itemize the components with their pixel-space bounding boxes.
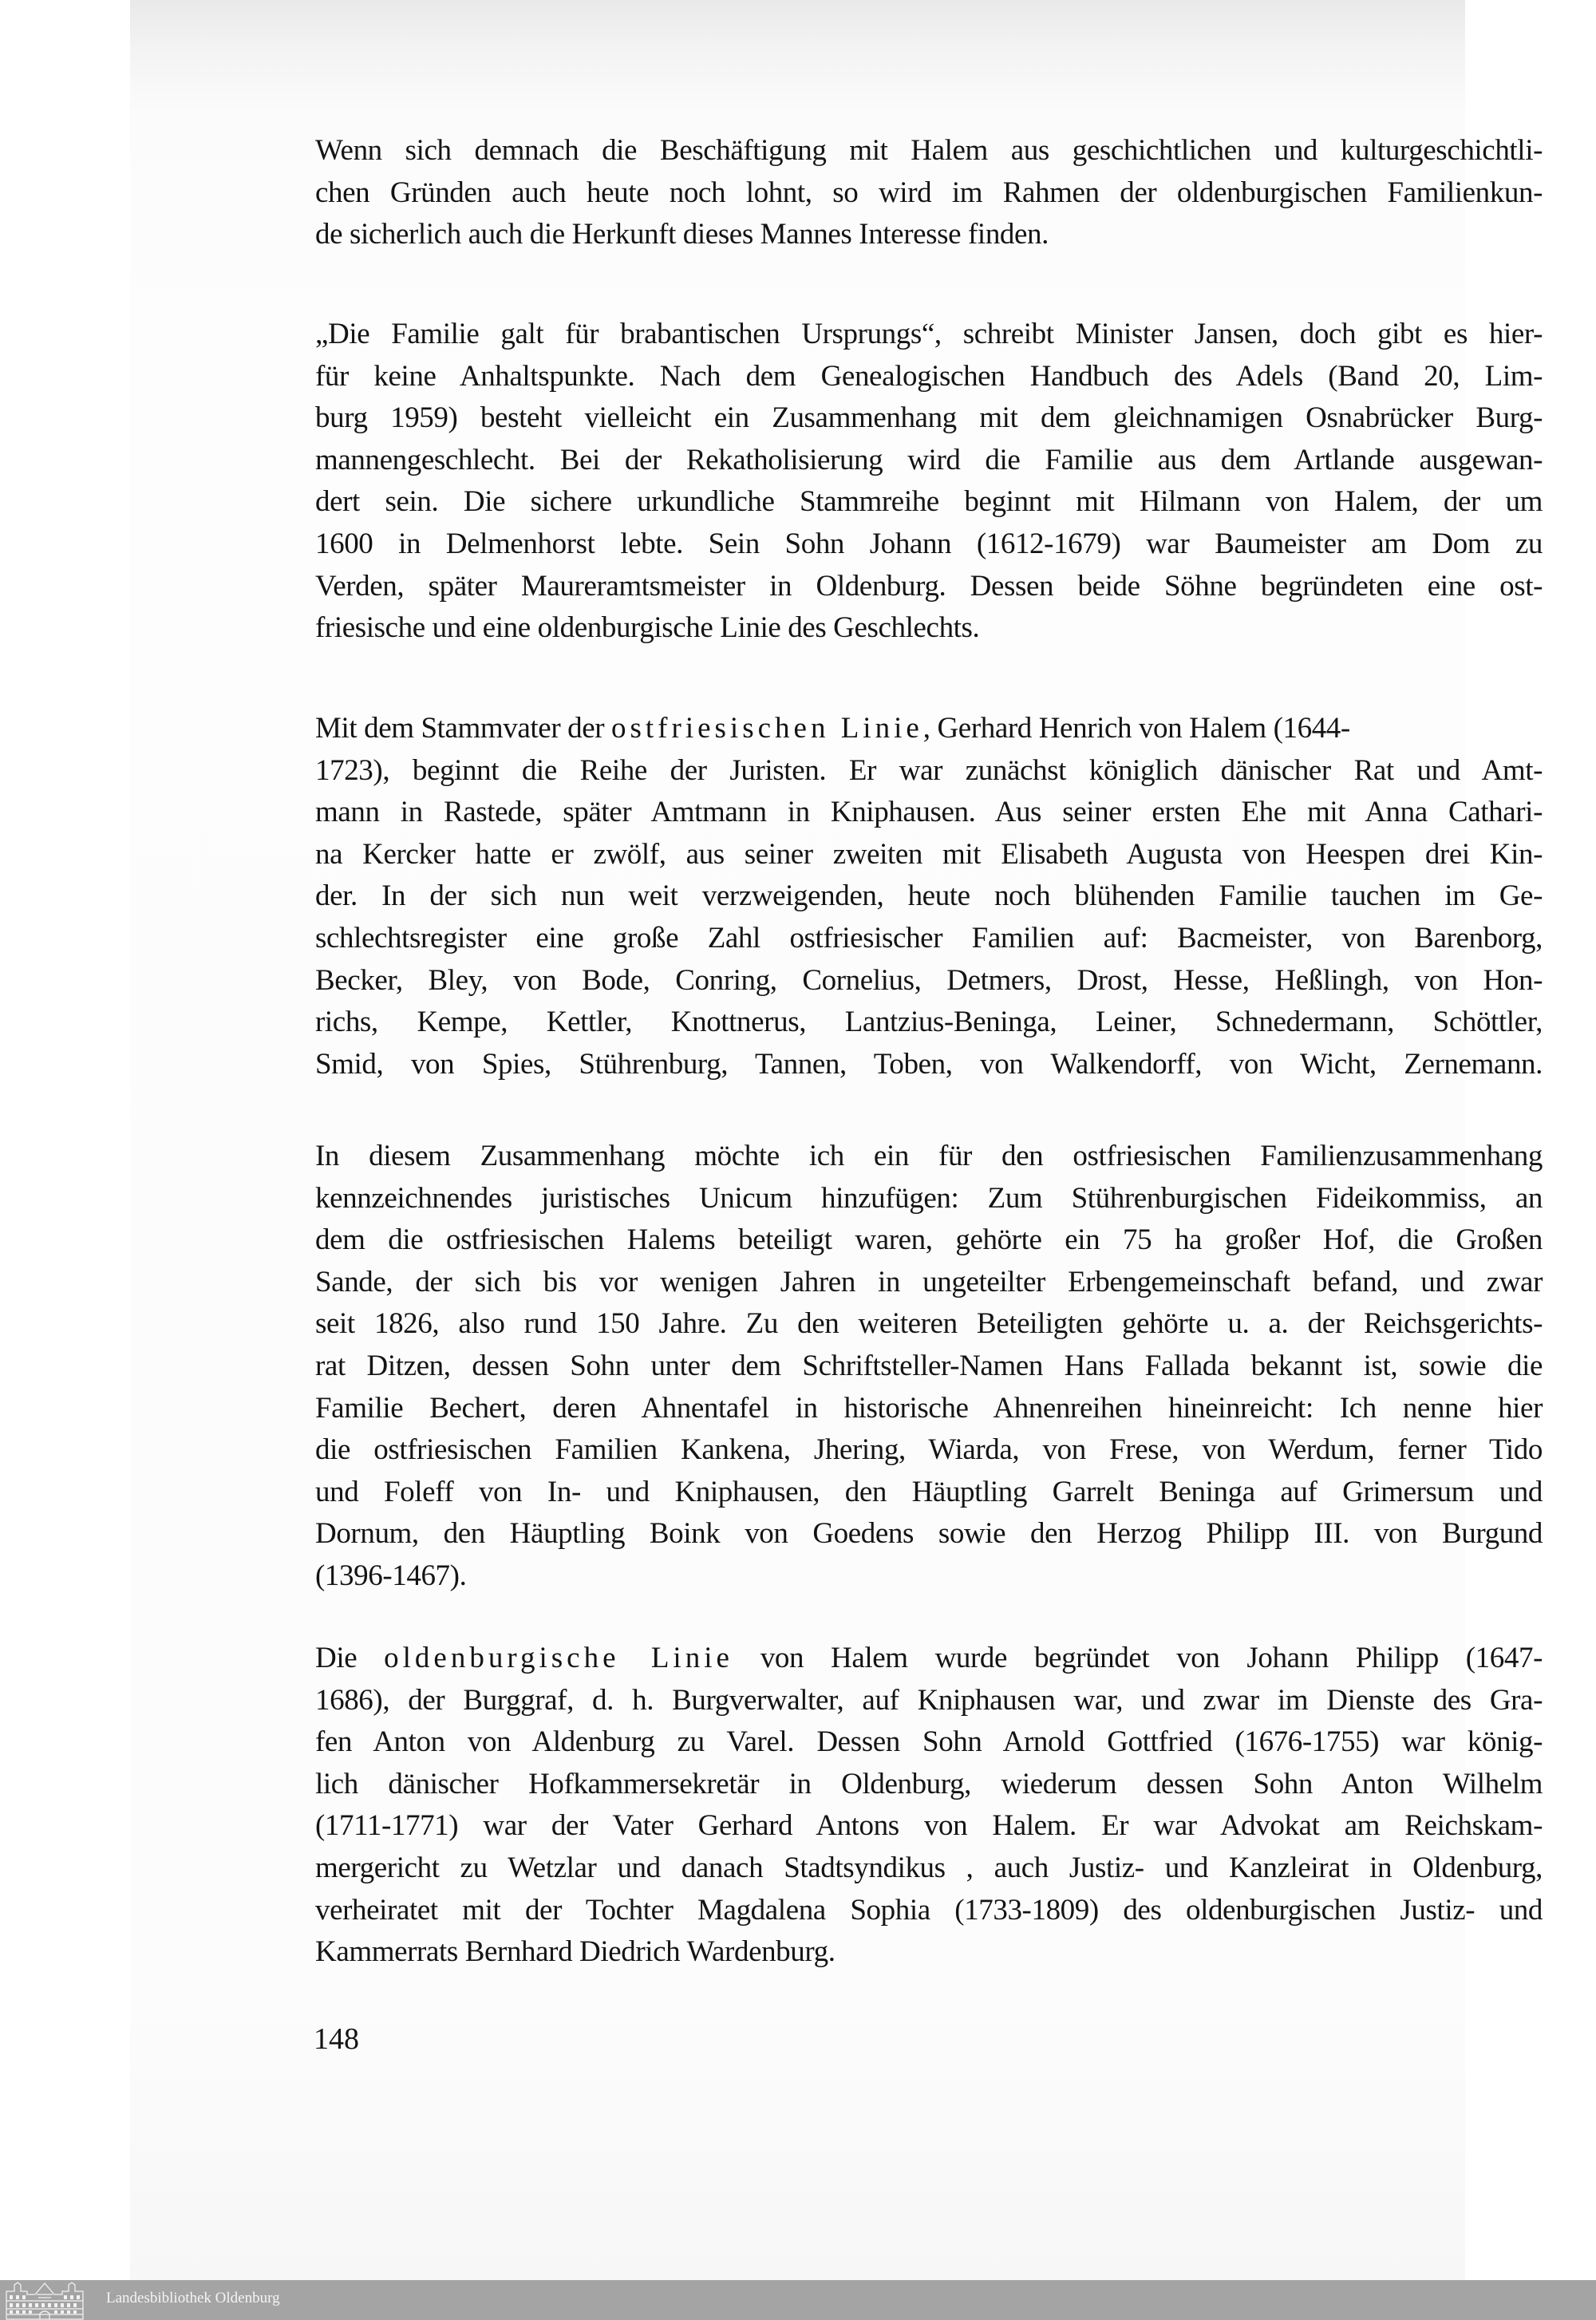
text-line	[315, 1638, 1543, 1680]
scanned-page	[130, 0, 1543, 2280]
text-line: 1600 in Delmenhorst lebte. Sein Sohn Johann (1612-1679) war Baumeister am Dom zu	[315, 527, 1543, 560]
text-line: rat Ditzen, dessen Sohn unter dem Schriftsteller-Namen Hans Fallada bekannt ist, sowie die	[315, 1349, 1543, 1382]
text-line: mergericht zu Wetzlar und danach Stadtsyndikus , auch Justiz- und Kanzleirat in Oldenburg,	[315, 1851, 1543, 1884]
text-line: burg 1959) besteht vielleicht ein Zusammenhang mit dem gleichnamigen Osnabrücker Burg-	[315, 401, 1543, 435]
text-line: die ostfriesischen Familien Kankena, Jhering, Wiarda, von Frese, von Werdum, ferner Tido	[315, 1433, 1543, 1467]
paragraph-3	[315, 708, 1543, 1085]
text-line: Verden, später Maureramtsmeister in Oldenburg. Dessen beide Söhne begründeten eine ost-	[315, 569, 1543, 603]
text-run: , Gerhard Henrich von Halem (1644-	[922, 712, 1350, 745]
footer-bar	[0, 2280, 1596, 2320]
library-name: Landesbibliothek Oldenburg	[106, 2290, 280, 2306]
paragraph-5	[315, 1638, 1543, 1974]
text-line: 1686), der Burggraf, d. h. Burgverwalter, auf Kniphausen war, und zwar im Dienste des Gra-	[315, 1683, 1543, 1717]
text-line	[315, 708, 1543, 750]
text-line: für keine Anhaltspunkte. Nach dem Genealogischen Handbuch des Adels (Band 20, Lim-	[315, 359, 1543, 393]
text-line: mann in Rastede, später Amtmann in Kniphausen. Aus seiner ersten Ehe mit Anna Cathari-	[315, 796, 1543, 829]
text-line: 1723), beginnt die Reihe der Juristen. Er war zunächst königlich dänischer Rat und Amt-	[315, 753, 1543, 787]
text-line: Dornum, den Häuptling Boink von Goedens sowie den Herzog Philipp III. von Burgund	[315, 1517, 1543, 1551]
text-line: chen Gründen auch heute noch lohnt, so wird im Rahmen der oldenburgischen Familienkun-	[315, 176, 1543, 209]
text-line: Sande, der sich bis vor wenigen Jahren in ungeteilter Erbengemeinschaft befand, und zwar	[315, 1265, 1543, 1298]
text-line: verheiratet mit der Tochter Magdalena Sophia (1733-1809) des oldenburgischen Justiz- und	[315, 1893, 1543, 1927]
text-line: de sicherlich auch die Herkunft dieses Mannes Interesse finden.	[315, 218, 1049, 251]
text-line: und Foleff von In- und Kniphausen, den Häuptling Garrelt Beninga auf Grimersum und	[315, 1475, 1543, 1508]
text-line: lich dänischer Hofkammersekretär in Oldenburg, wiederum dessen Sohn Anton Wilhelm	[315, 1767, 1543, 1800]
text-line: Kammerrats Bernhard Diedrich Wardenburg.	[315, 1935, 836, 1969]
text-line: (1396-1467).	[315, 1559, 467, 1592]
text-run: Die	[315, 1642, 385, 1674]
spaced-emphasis: oldenburgische Linie	[384, 1642, 733, 1674]
spaced-emphasis: ostfriesischen Linie	[610, 712, 923, 745]
text-line: richs, Kempe, Kettler, Knottnerus, Lantzius-Beninga, Leiner, Schnedermann, Schöttler,	[315, 1006, 1543, 1039]
text-line: „Die Familie galt für brabantischen Ursprungs“, schreibt Minister Jansen, doch gibt es hier-	[315, 318, 1543, 350]
paragraph-4	[315, 1136, 1543, 1598]
text-line: Becker, Bley, von Bode, Conring, Cornelius, Detmers, Drost, Hesse, Heßlingh, von Hon-	[315, 963, 1543, 997]
text-line: schlechtsregister eine große Zahl ostfriesischer Familien auf: Bacmeister, von Barenborg,	[315, 921, 1543, 954]
text-line: friesische und eine oldenburgische Linie des Geschlechts.	[315, 611, 980, 645]
paragraph-1	[315, 130, 1543, 256]
text-run: von Halem wurde begründet von Johann Philipp (1647-	[733, 1642, 1543, 1674]
text-line: fen Anton von Aldenburg zu Varel. Dessen Sohn Arnold Gottfried (1676-1755) war könig-	[315, 1725, 1543, 1759]
library-building-icon	[5, 2282, 85, 2320]
text-line: dert sein. Die sichere urkundliche Stammreihe beginnt mit Hilmann von Halem, der um	[315, 485, 1543, 519]
text-line: dem die ostfriesischen Halems beteiligt waren, gehörte ein 75 ha großer Hof, die Großen	[315, 1223, 1543, 1257]
text-line: der. In der sich nun weit verzweigenden, heute noch blühenden Familie tauchen im Ge-	[315, 879, 1543, 913]
text-run: Mit dem Stammvater der	[315, 712, 611, 745]
text-line: mannengeschlecht. Bei der Rekatholisierung wird die Familie aus dem Artlande ausgewan-	[315, 443, 1543, 476]
text-line: Smid, von Spies, Stührenburg, Tannen, Toben, von Walkendorff, von Wicht, Zernemann.	[315, 1047, 1543, 1081]
text-line: (1711-1771) war der Vater Gerhard Antons von Halem. Er war Advokat am Reichskam-	[315, 1809, 1543, 1843]
text-line: In diesem Zusammenhang möchte ich ein für den ostfriesischen Familienzusammenhang	[315, 1140, 1543, 1172]
text-line: Wenn sich demnach die Beschäftigung mit Halem aus geschichtlichen und kulturgeschichtli-	[315, 134, 1543, 167]
text-line: na Kercker hatte er zwölf, aus seiner zweiten mit Elisabeth Augusta von Heespen drei Kin-	[315, 837, 1543, 871]
text-line: seit 1826, also rund 150 Jahre. Zu den weiteren Beteiligten gehörte u. a. der Reichsgerichts-	[315, 1307, 1543, 1341]
paragraph-2	[315, 314, 1543, 650]
page-number: 148	[314, 2022, 359, 2056]
text-line: kennzeichnendes juristisches Unicum hinzufügen: Zum Stührenburgischen Fideikommiss, an	[315, 1181, 1543, 1215]
text-line: Familie Bechert, deren Ahnentafel in historische Ahnenreihen hineinreicht: Ich nenne hier	[315, 1391, 1543, 1425]
